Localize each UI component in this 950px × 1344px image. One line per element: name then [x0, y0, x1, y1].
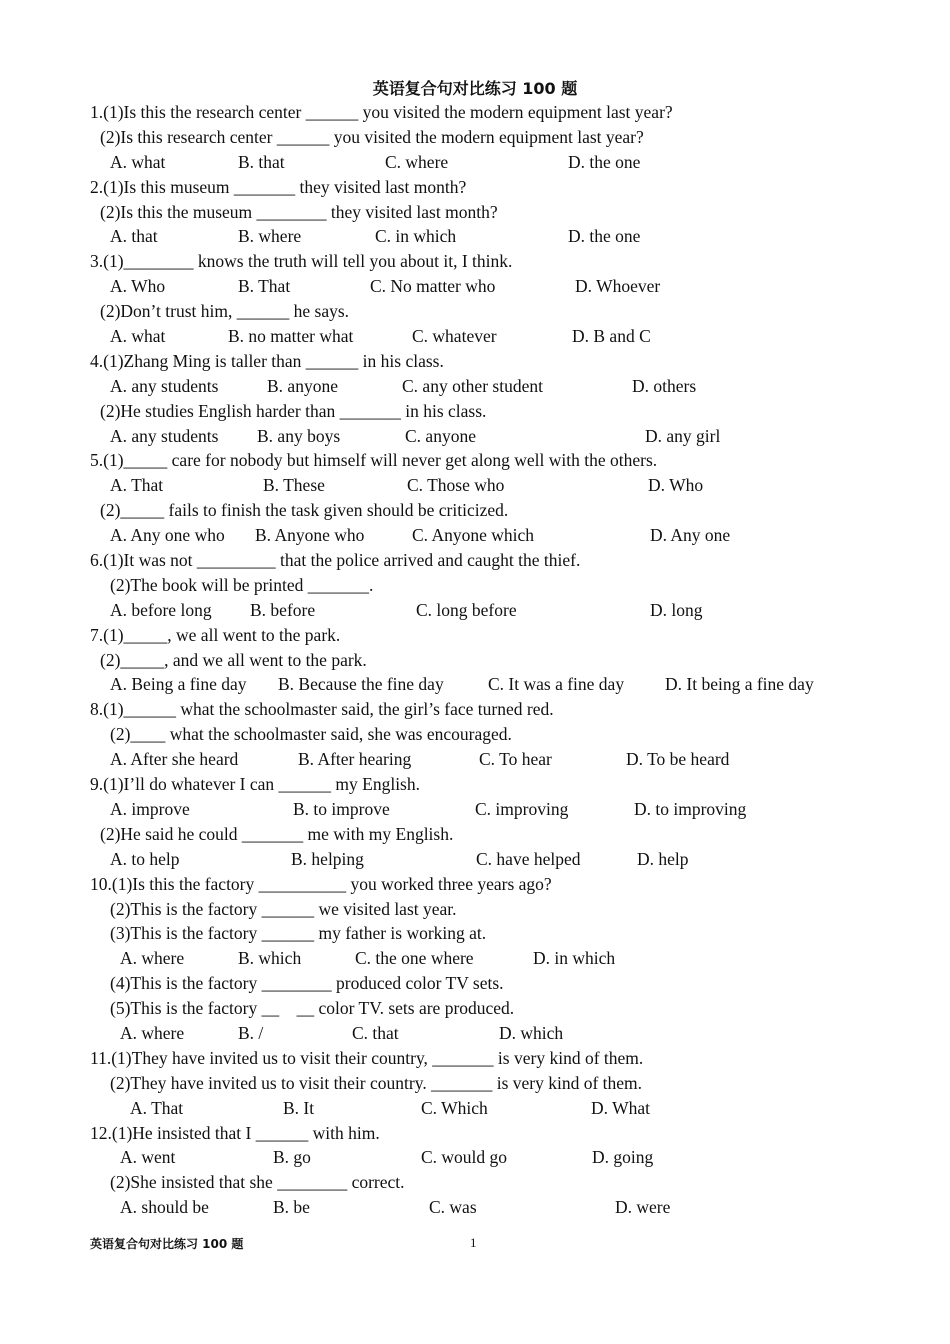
question-line — [0, 249, 950, 274]
option-text: D. Who — [648, 475, 704, 496]
question-line — [0, 498, 950, 523]
question-line — [0, 100, 950, 125]
option-text: D. B and C — [572, 326, 651, 347]
option-text: C. Anyone which — [412, 525, 535, 546]
option-text: C. the one where — [355, 948, 474, 969]
page-title: 英语复合句对比练习 100 题 — [372, 79, 578, 98]
option-text: C. No matter who — [370, 276, 496, 297]
question-line — [0, 648, 950, 673]
option-text: C. was — [429, 1197, 477, 1218]
page-number: 1 — [470, 1235, 477, 1250]
option-text: A. what — [110, 151, 166, 172]
question-text: (2)_____ fails to finish the task given should be criticized. — [100, 500, 509, 521]
question-line — [0, 299, 950, 324]
question-line — [0, 200, 950, 225]
option-text: B. which — [238, 948, 302, 969]
option-text: D. long — [650, 599, 703, 620]
option-text: C. would go — [421, 1147, 508, 1168]
option-text: B. That — [238, 276, 291, 297]
option-text: D. To be heard — [626, 749, 730, 770]
option-text: B. that — [238, 151, 285, 172]
question-line — [0, 897, 950, 922]
option-text: D. Whoever — [575, 276, 661, 297]
option-text: B. anyone — [267, 375, 338, 396]
option-text: C. anyone — [405, 425, 476, 446]
option-text: C. whatever — [412, 326, 497, 347]
options-row — [0, 747, 950, 772]
question-line — [0, 573, 950, 598]
footer-text: 英语复合句对比练习 100 题 — [90, 1237, 244, 1251]
option-text: D. It being a fine day — [665, 674, 814, 695]
option-text: B. where — [238, 226, 302, 247]
option-text: A. to help — [110, 848, 180, 869]
question-text: 2.(1)Is this museum _______ they visited last month? — [90, 176, 467, 197]
options-row — [0, 150, 950, 175]
option-text: A. Being a fine day — [110, 674, 247, 695]
option-text: A. That — [130, 1097, 184, 1118]
option-text: B. be — [273, 1197, 310, 1218]
option-text: B. helping — [291, 848, 364, 869]
question-text: 9.(1)I’ll do whatever I can ______ my English. — [90, 774, 420, 795]
question-text: (2)This is the factory ______ we visited last year. — [110, 898, 457, 919]
options-row — [0, 274, 950, 299]
question-text: 6.(1)It was not _________ that the police arrived and caught the thief. — [90, 550, 581, 571]
option-text: B. After hearing — [298, 749, 412, 770]
option-text: B. any boys — [257, 425, 341, 446]
question-line — [0, 772, 950, 797]
options-row — [0, 324, 950, 349]
option-text: A. should be — [120, 1197, 209, 1218]
option-text: A. went — [120, 1147, 176, 1168]
option-text: B. / — [238, 1022, 264, 1043]
question-text: 7.(1)_____, we all went to the park. — [90, 624, 341, 645]
option-text: D. in which — [533, 948, 616, 969]
options-row — [0, 224, 950, 249]
option-text: A. before long — [110, 599, 212, 620]
question-text: (3)This is the factory ______ my father is working at. — [110, 923, 487, 944]
question-text: (2)He studies English harder than _______ in his class. — [100, 400, 487, 421]
option-text: C. improving — [475, 798, 569, 819]
option-text: D. Any one — [650, 525, 731, 546]
question-text: 12.(1)He insisted that I ______ with him. — [90, 1122, 380, 1143]
question-text: (2)_____, and we all went to the park. — [100, 649, 367, 670]
question-text: (2)The book will be printed _______. — [110, 574, 374, 595]
option-text: D. help — [637, 848, 689, 869]
options-row — [0, 598, 950, 623]
options-row — [0, 424, 950, 449]
question-text: 3.(1)________ knows the truth will tell you about it, I think. — [90, 251, 513, 272]
option-text: B. These — [263, 475, 325, 496]
option-text: A. what — [110, 326, 166, 347]
option-text: B. Anyone who — [255, 525, 365, 546]
options-row — [0, 374, 950, 399]
question-line — [0, 722, 950, 747]
option-text: A. After she heard — [110, 749, 239, 770]
question-text: (4)This is the factory ________ produced color TV sets. — [110, 973, 504, 994]
option-text: B. before — [250, 599, 316, 620]
option-text: D. were — [615, 1197, 671, 1218]
question-line — [0, 872, 950, 897]
question-text: 4.(1)Zhang Ming is taller than ______ in his class. — [90, 350, 444, 371]
option-text: C. that — [352, 1022, 399, 1043]
options-row — [0, 1145, 950, 1170]
option-text: D. the one — [568, 226, 641, 247]
option-text: C. Those who — [407, 475, 505, 496]
question-line — [0, 448, 950, 473]
question-line — [0, 921, 950, 946]
option-text: D. going — [592, 1147, 654, 1168]
option-text: C. where — [385, 151, 449, 172]
option-text: C. have helped — [476, 848, 581, 869]
question-line — [0, 399, 950, 424]
question-line — [0, 1121, 950, 1146]
option-text: B. It — [283, 1097, 315, 1118]
option-text: C. any other student — [402, 375, 543, 396]
question-text: 8.(1)______ what the schoolmaster said, the girl’s face turned red. — [90, 699, 554, 720]
question-line — [0, 349, 950, 374]
options-row — [0, 523, 950, 548]
option-text: A. that — [110, 226, 158, 247]
option-text: B. go — [273, 1147, 311, 1168]
option-text: A. any students — [110, 425, 219, 446]
question-list — [0, 100, 950, 1220]
options-row — [0, 473, 950, 498]
options-row — [0, 1096, 950, 1121]
option-text: D. others — [632, 375, 697, 396]
question-line — [0, 996, 950, 1021]
question-line — [0, 125, 950, 150]
option-text: D. to improving — [634, 798, 747, 819]
question-text: (2)They have invited us to visit their country. _______ is very kind of them. — [110, 1072, 643, 1093]
question-text: (2)He said he could _______ me with my English. — [100, 823, 454, 844]
question-text: 1.(1)Is this the research center ______ you visited the modern equipment last year? — [90, 102, 673, 122]
option-text: D. What — [591, 1097, 650, 1118]
question-line — [0, 623, 950, 648]
question-text: 11.(1)They have invited us to visit their country, _______ is very kind of them. — [90, 1047, 644, 1068]
option-text: C. To hear — [479, 749, 552, 770]
option-text: C. in which — [375, 226, 457, 247]
options-row — [0, 847, 950, 872]
question-text: (2)Don’t trust him, ______ he says. — [100, 301, 350, 322]
option-text: A. Who — [110, 276, 166, 297]
option-text: D. any girl — [645, 425, 721, 446]
question-text: (2)____ what the schoolmaster said, she was encouraged. — [110, 724, 512, 745]
question-line — [0, 1071, 950, 1096]
option-text: C. long before — [416, 599, 517, 620]
option-text: A. improve — [110, 798, 190, 819]
question-text: 5.(1)_____ care for nobody but himself will never get along well with the others. — [90, 450, 658, 471]
question-line — [0, 1046, 950, 1071]
option-text: A. That — [110, 475, 164, 496]
option-text: D. which — [499, 1022, 564, 1043]
option-text: A. where — [120, 1022, 185, 1043]
question-text: 10.(1)Is this the factory __________ you worked three years ago? — [90, 873, 552, 894]
option-text: D. the one — [568, 151, 641, 172]
question-line — [0, 697, 950, 722]
question-line — [0, 548, 950, 573]
options-row — [0, 1021, 950, 1046]
option-text: B. Because the fine day — [278, 674, 444, 695]
question-line — [0, 971, 950, 996]
option-text: C. Which — [421, 1097, 488, 1118]
option-text: B. to improve — [293, 798, 390, 819]
question-text: (2)Is this the museum ________ they visited last month? — [100, 201, 498, 222]
options-row — [0, 797, 950, 822]
options-row — [0, 1195, 950, 1220]
options-row — [0, 672, 950, 697]
option-text: A. any students — [110, 375, 219, 396]
question-line — [0, 175, 950, 200]
question-line — [0, 822, 950, 847]
question-text: (5)This is the factory __ __ color TV. sets are produced. — [110, 998, 515, 1019]
option-text: A. where — [120, 948, 185, 969]
question-line — [0, 1170, 950, 1195]
option-text: C. It was a fine day — [488, 674, 625, 695]
question-text: (2)Is this research center ______ you visited the modern equipment last year? — [100, 126, 644, 147]
option-text: A. Any one who — [110, 525, 225, 546]
options-row — [0, 946, 950, 971]
option-text: B. no matter what — [228, 326, 354, 347]
question-text: (2)She insisted that she ________ correct. — [110, 1172, 405, 1193]
